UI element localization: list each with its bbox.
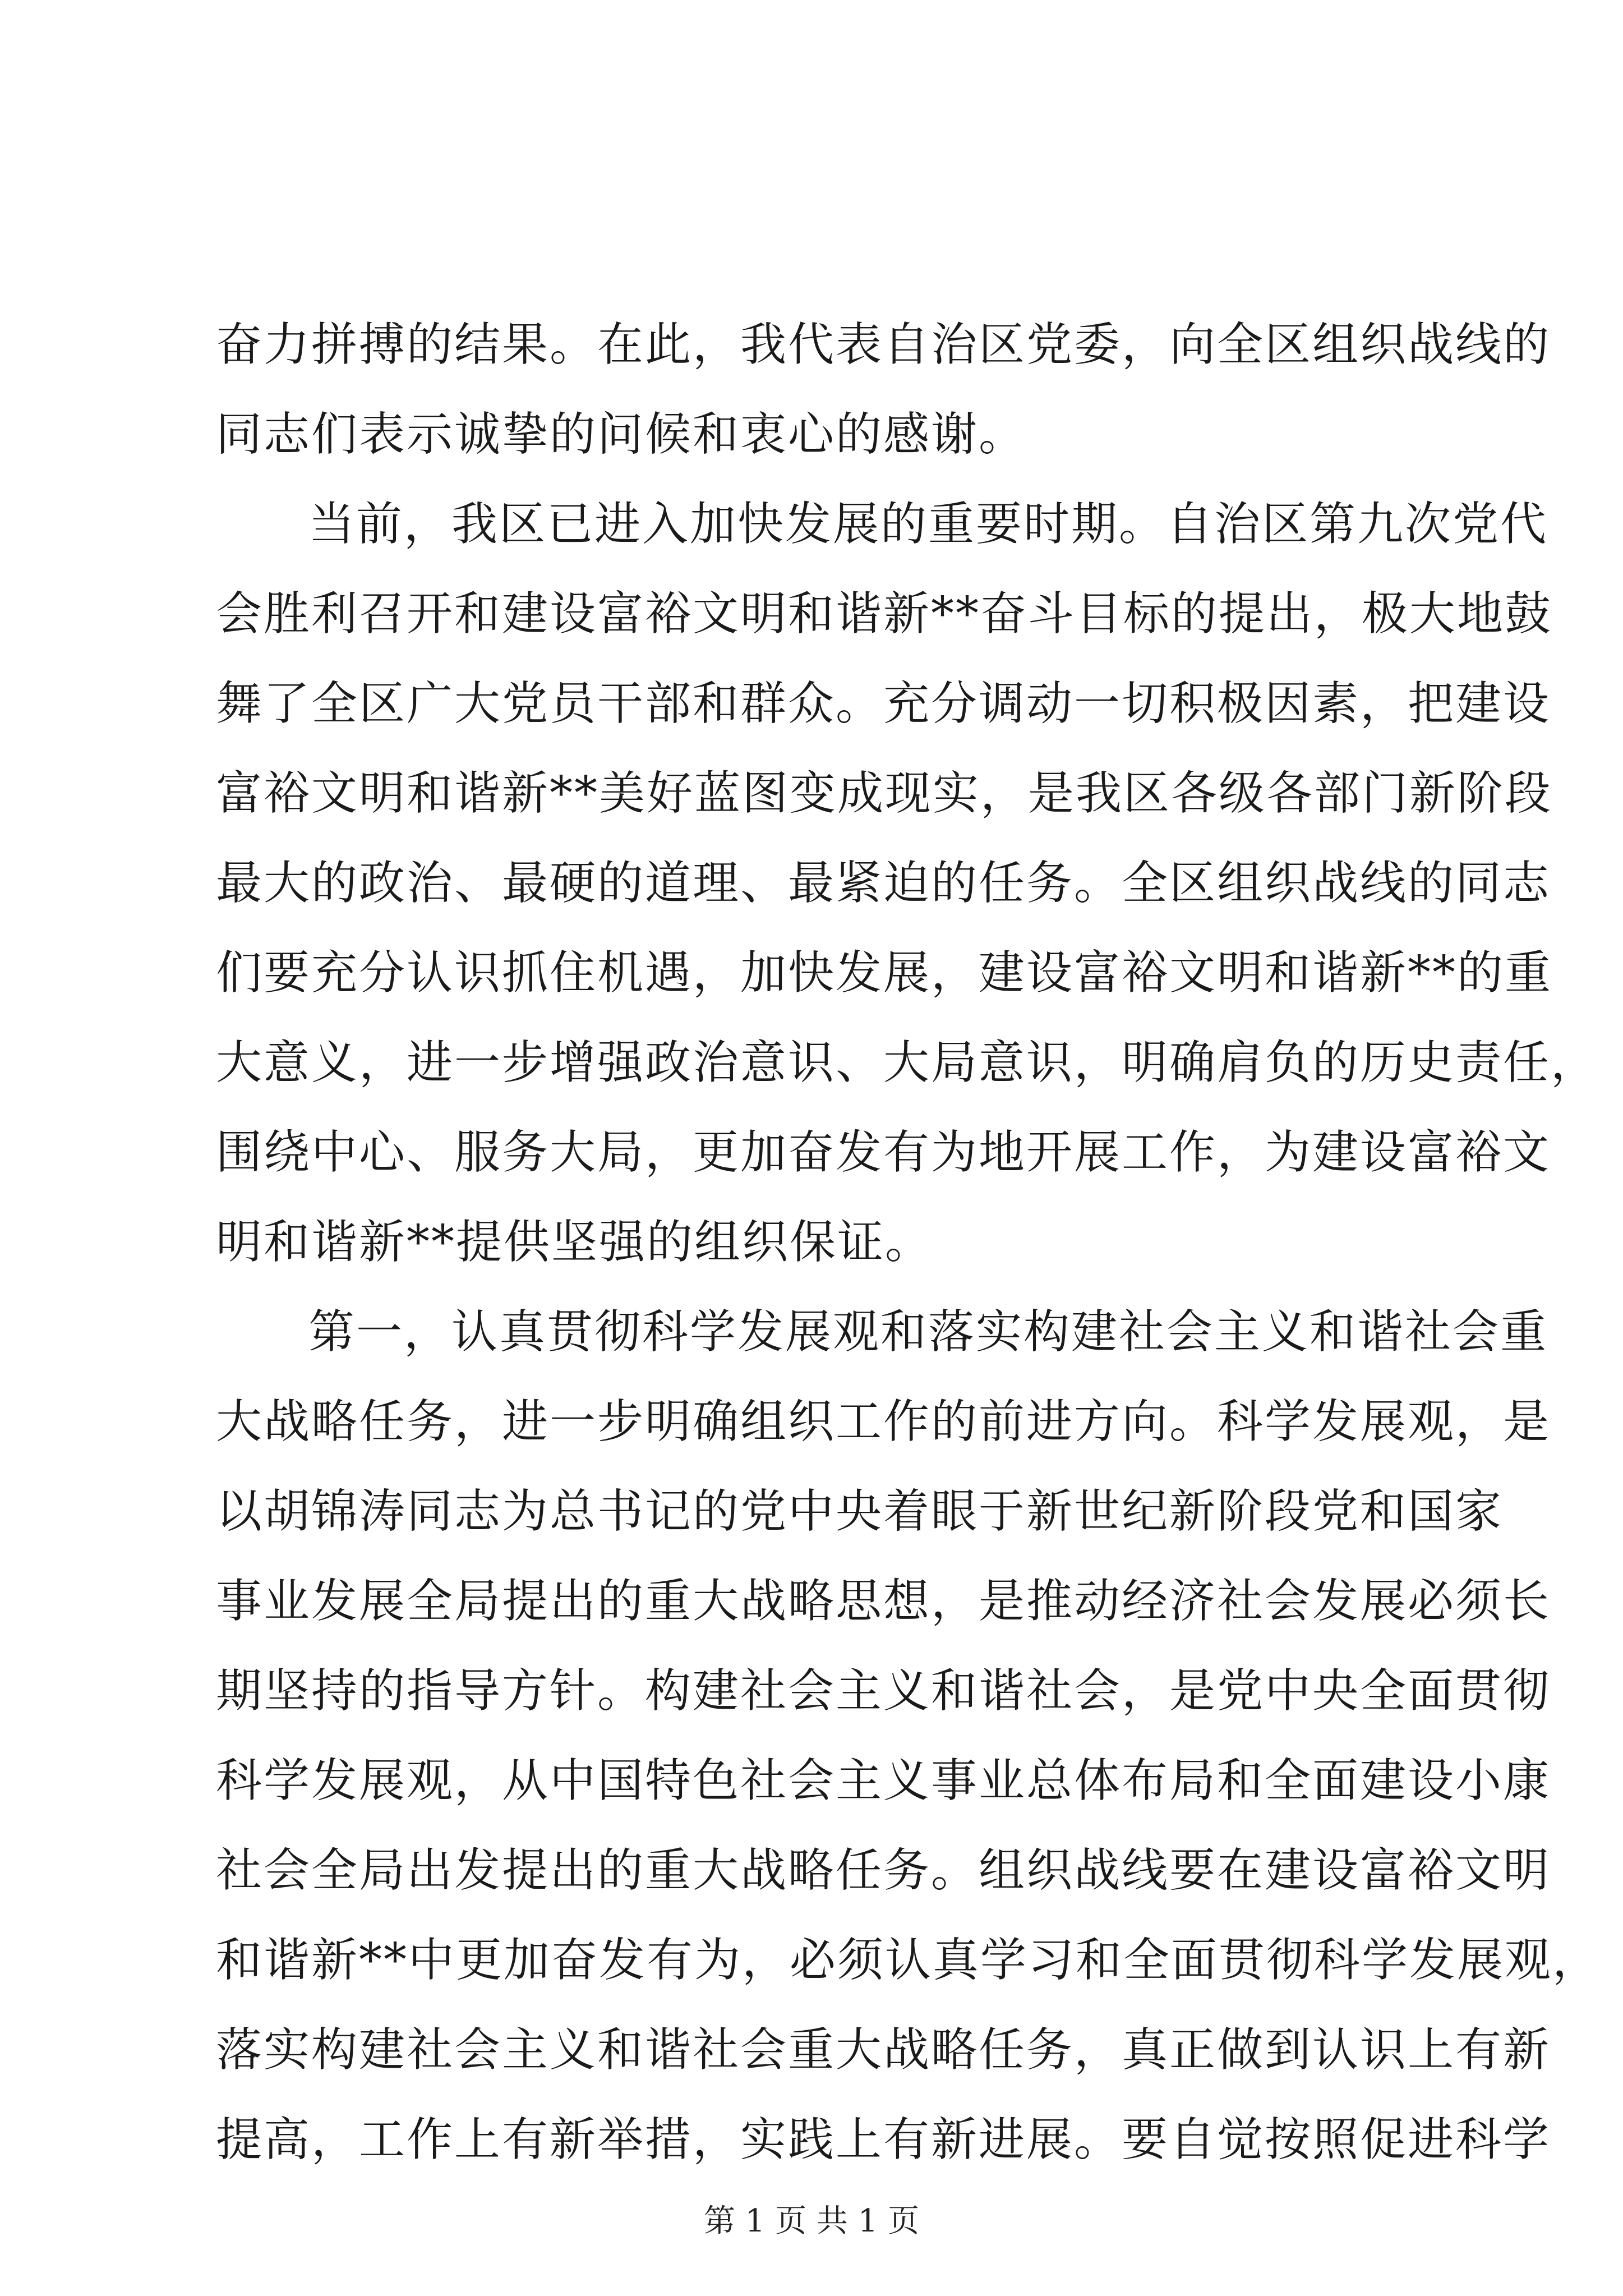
text-line-9: 大意义，进一步增强政治意识、大局意识，明确肩负的历史责任， — [216, 1036, 1599, 1089]
paragraph-3-line-1: 第一，认真贯彻科学发展观和落实构建社会主义和谐社会重 — [308, 1305, 1548, 1359]
text-line-19: 和谐新**中更加奋发有为，必须认真学习和全面贯彻科学发展观， — [216, 1934, 1601, 1987]
text-line-2: 同志们表示诚挚的问候和衷心的感谢。 — [216, 408, 1027, 461]
text-line-1: 奋力拼搏的结果。在此，我代表自治区党委，向全区组织战线的 — [216, 318, 1551, 371]
text-line-14: 以胡锦涛同志为总书记的党中央着眼于新世纪新阶段党和国家 — [216, 1485, 1504, 1538]
text-line-10: 围绕中心、服务大局，更加奋发有为地开展工作，为建设富裕文 — [216, 1126, 1551, 1179]
text-line-4: 会胜利召开和建设富裕文明和谐新**奋斗目标的提出，极大地鼓 — [216, 587, 1553, 641]
page-number-footer: 第 1 页 共 1 页 — [703, 2203, 920, 2239]
text-line-5: 舞了全区广大党员干部和群众。充分调动一切积极因素，把建设 — [216, 677, 1551, 730]
text-line-20: 落实构建社会主义和谐社会重大战略任务，真正做到认识上有新 — [216, 2023, 1551, 2077]
text-line-8: 们要充分认识抓住机遇，加快发展，建设富裕文明和谐新**的重 — [216, 946, 1553, 1000]
text-line-16: 期坚持的指导方针。构建社会主义和谐社会，是党中央全面贯彻 — [216, 1664, 1551, 1718]
text-line-15: 事业发展全局提出的重大战略思想，是推动经济社会发展必须长 — [216, 1575, 1551, 1628]
text-line-17: 科学发展观，从中国特色社会主义事业总体布局和全面建设小康 — [216, 1754, 1551, 1807]
text-line-13: 大战略任务，进一步明确组织工作的前进方向。科学发展观，是 — [216, 1395, 1551, 1448]
text-line-6: 富裕文明和谐新**美好蓝图变成现实，是我区各级各部门新阶段 — [216, 767, 1553, 820]
text-line-7: 最大的政治、最硬的道理、最紧迫的任务。全区组织战线的同志 — [216, 857, 1551, 910]
text-line-18: 社会全局出发提出的重大战略任务。组织战线要在建设富裕文明 — [216, 1844, 1551, 1897]
text-line-11: 明和谐新**提供坚强的组织保证。 — [216, 1216, 933, 1269]
text-line-21: 提高，工作上有新举措，实践上有新进展。要自觉按照促进科学 — [216, 2113, 1551, 2166]
paragraph-2-line-1: 当前，我区已进入加快发展的重要时期。自治区第九次党代 — [308, 498, 1548, 551]
